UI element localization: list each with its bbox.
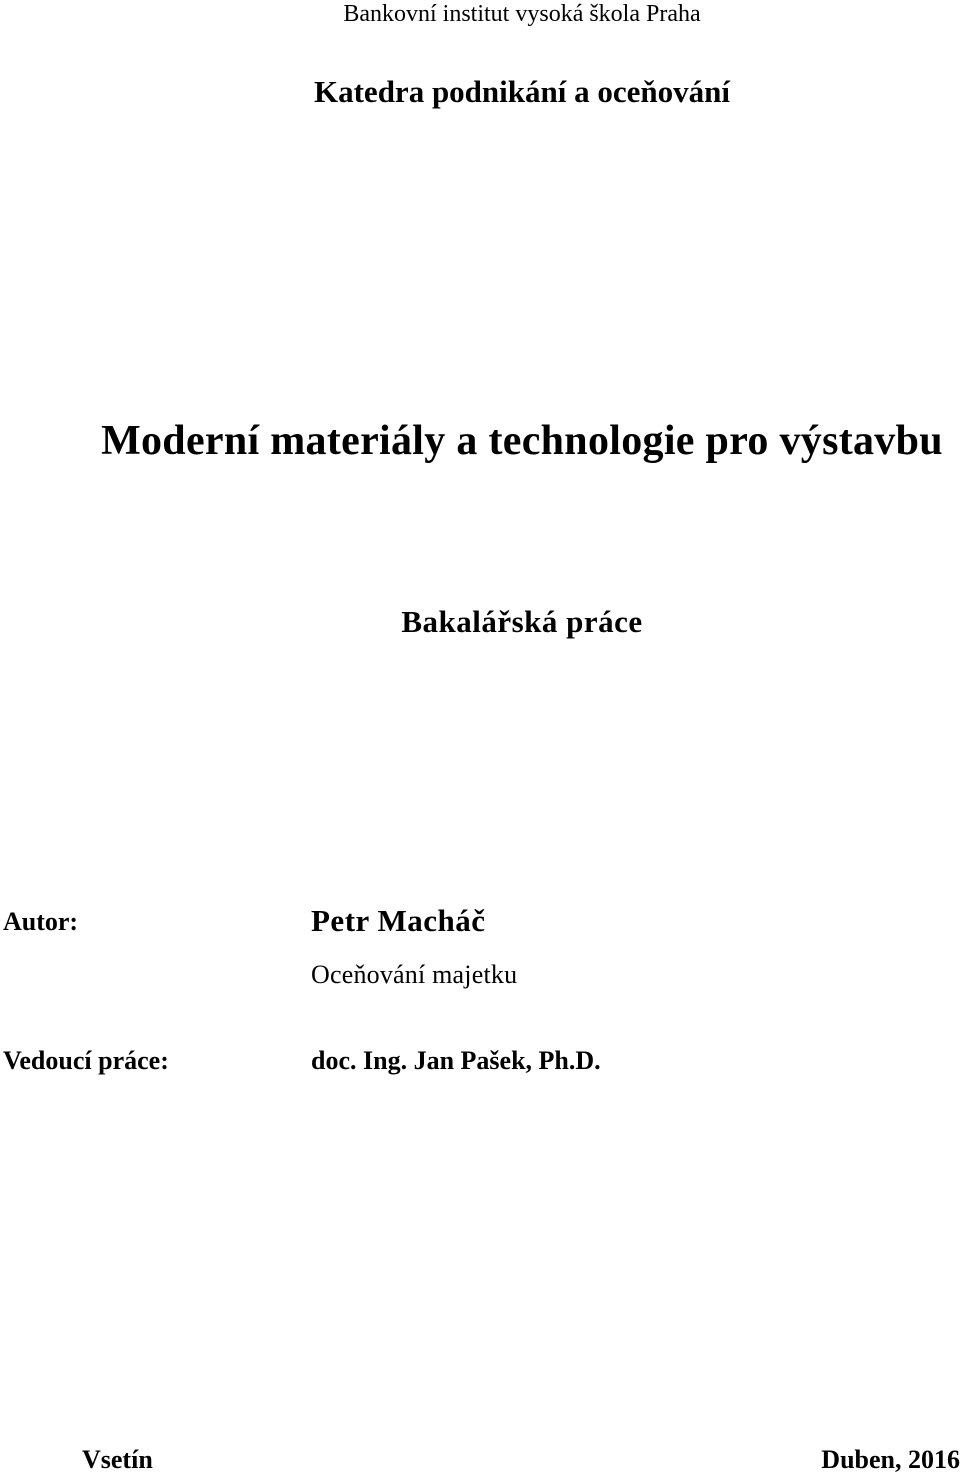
author-name: Petr Macháč xyxy=(311,903,486,938)
thesis-type: Bakalářská práce xyxy=(401,604,643,639)
author-field-of-study: Oceňování majetku xyxy=(311,960,518,989)
thesis-title: Moderní materiály a technologie pro výstavbu xyxy=(101,418,943,464)
department-name: Katedra podnikání a oceňování xyxy=(314,74,730,109)
institution-name: Bankovní institut vysoká škola Praha xyxy=(343,1,701,27)
date: Duben, 2016 xyxy=(821,1445,960,1474)
supervisor-label: Vedoucí práce: xyxy=(3,1046,169,1075)
supervisor-name: doc. Ing. Jan Pašek, Ph.D. xyxy=(311,1046,601,1075)
author-label: Autor: xyxy=(3,907,79,936)
place: Vsetín xyxy=(82,1445,153,1474)
